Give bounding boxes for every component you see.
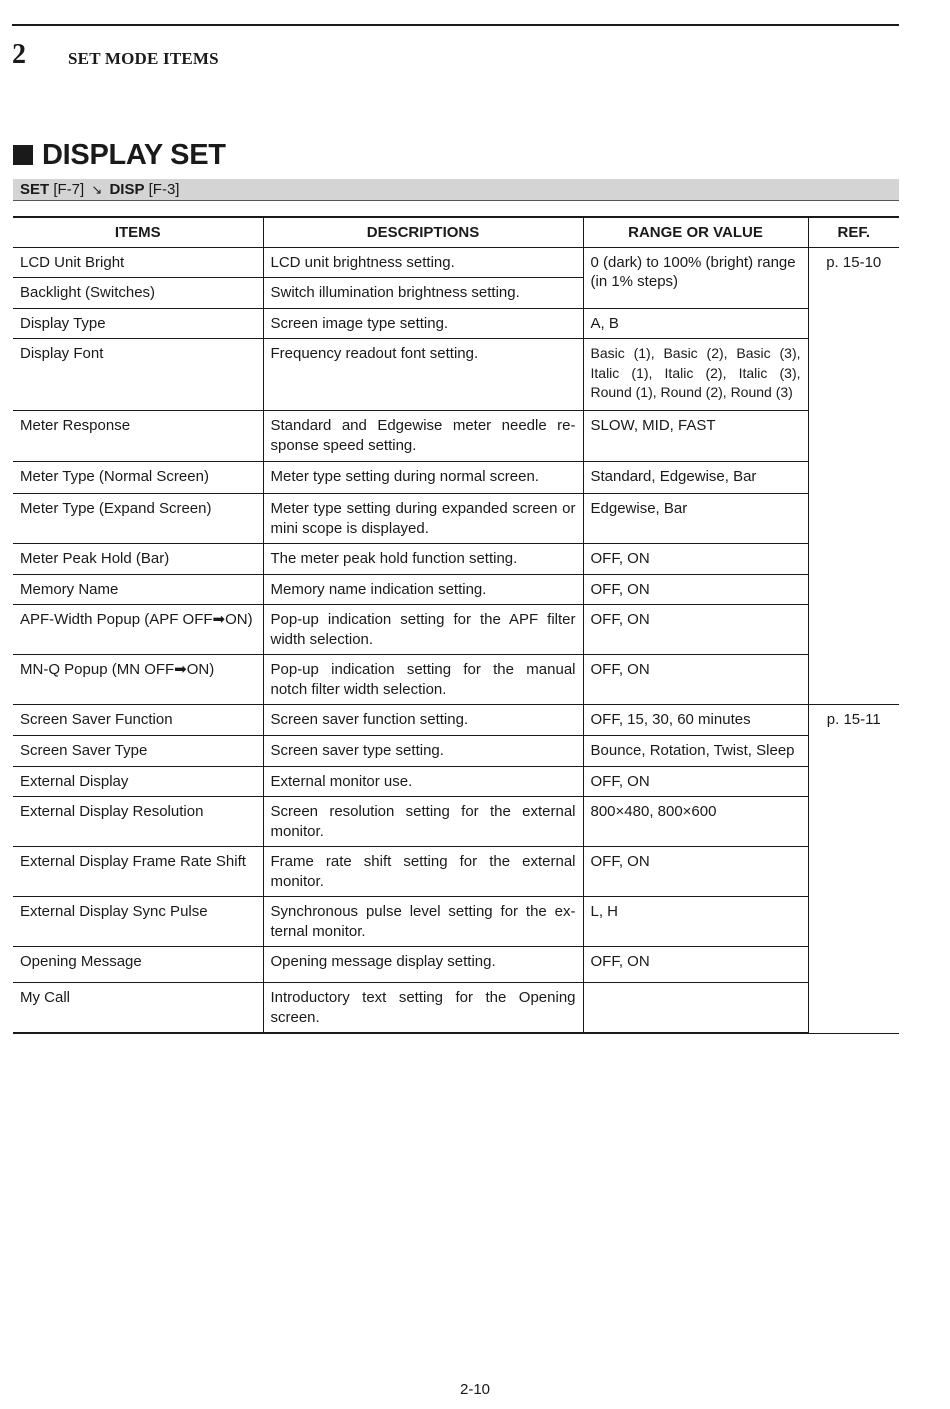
table-row — [13, 494, 899, 544]
top-rule — [12, 24, 899, 26]
table-row — [13, 897, 899, 947]
path-set-key: [F-7] — [53, 181, 85, 198]
range-cell: A, B — [583, 308, 808, 339]
item-cell: My Call — [13, 983, 263, 1034]
item-cell: Meter Response — [13, 411, 263, 462]
description-cell: Synchronous pulse level setting for the ex-ternal monitor. — [263, 897, 583, 947]
section-heading — [13, 138, 226, 172]
table-row — [13, 655, 899, 705]
header-descriptions: DESCRIPTIONS — [263, 217, 583, 247]
description-cell: Introductory text setting for the Opening screen. — [263, 983, 583, 1034]
description-cell: Switch illumination brightness setting. — [263, 278, 583, 309]
menu-path-bar — [13, 179, 899, 201]
description-cell: Frame rate shift setting for the external monitor. — [263, 847, 583, 897]
item-cell: External Display — [13, 766, 263, 797]
description-cell: Screen saver function setting. — [263, 705, 583, 736]
description-cell: Pop-up indication setting for the manual notch filter width selection. — [263, 655, 583, 705]
path-disp-label: DISP — [109, 181, 145, 198]
chapter-title: SET MODE ITEMS — [68, 49, 219, 68]
table-row — [13, 766, 899, 797]
path-set-label: SET — [20, 181, 50, 198]
path-disp-key: [F-3] — [148, 181, 180, 198]
description-cell: Screen saver type setting. — [263, 735, 583, 766]
description-cell: Standard and Edgewise meter needle re-sponse speed setting. — [263, 411, 583, 462]
item-cell: External Display Frame Rate Shift — [13, 847, 263, 897]
item-cell: Display Type — [13, 308, 263, 339]
range-cell: OFF, ON — [583, 766, 808, 797]
table-row — [13, 544, 899, 575]
description-cell: Screen resolution setting for the external monitor. — [263, 797, 583, 847]
item-cell: APF-Width Popup (APF OFF➡ON) — [13, 605, 263, 655]
chapter-number: 2 — [12, 39, 26, 70]
range-cell — [583, 983, 808, 1034]
square-bullet-icon — [13, 145, 33, 165]
range-cell: L, H — [583, 897, 808, 947]
section-title: DISPLAY SET — [42, 139, 226, 171]
display-set-table — [13, 216, 899, 1034]
table-row — [13, 735, 899, 766]
item-cell: Meter Type (Normal Screen) — [13, 462, 263, 494]
item-cell: External Display Sync Pulse — [13, 897, 263, 947]
description-cell: Pop-up indication setting for the APF filter width selection. — [263, 605, 583, 655]
description-cell: Meter type setting during normal screen. — [263, 462, 583, 494]
display-set-table-wrap — [13, 216, 899, 1034]
range-cell: OFF, 15, 30, 60 minutes — [583, 705, 808, 736]
range-cell: OFF, ON — [583, 605, 808, 655]
table-row — [13, 947, 899, 983]
table-row — [13, 705, 899, 736]
description-cell: External monitor use. — [263, 766, 583, 797]
range-cell: 800×480, 800×600 — [583, 797, 808, 847]
item-cell: Screen Saver Function — [13, 705, 263, 736]
table-row — [13, 308, 899, 339]
description-cell: The meter peak hold function setting. — [263, 544, 583, 575]
description-cell: Meter type setting during expanded screen or mini scope is displayed. — [263, 494, 583, 544]
range-cell: OFF, ON — [583, 847, 808, 897]
ref-cell: p. 15-10 — [808, 247, 899, 705]
path-arrow-icon: ↘ — [91, 182, 103, 197]
range-cell: OFF, ON — [583, 544, 808, 575]
table-row — [13, 797, 899, 847]
table-row — [13, 574, 899, 605]
ref-cell: p. 15-11 — [808, 705, 899, 1034]
table-row — [13, 411, 899, 462]
item-cell: Opening Message — [13, 947, 263, 983]
description-cell: LCD unit brightness setting. — [263, 247, 583, 278]
table-row — [13, 847, 899, 897]
table-row — [13, 983, 899, 1034]
item-cell: Screen Saver Type — [13, 735, 263, 766]
item-cell: Meter Peak Hold (Bar) — [13, 544, 263, 575]
description-cell: Frequency readout font setting. — [263, 339, 583, 411]
item-cell: External Display Resolution — [13, 797, 263, 847]
description-cell: Opening message display setting. — [263, 947, 583, 983]
table-header-row — [13, 217, 899, 247]
range-cell: Basic (1), Basic (2), Basic (3), Italic (1), Italic (2), Italic (3), Round (1), Round (2), Round (3) — [583, 339, 808, 411]
table-row — [13, 247, 899, 278]
range-cell: Standard, Edgewise, Bar — [583, 462, 808, 494]
range-cell: OFF, ON — [583, 947, 808, 983]
range-cell: OFF, ON — [583, 574, 808, 605]
header-ref: REF. — [808, 217, 899, 247]
item-cell: MN-Q Popup (MN OFF➡ON) — [13, 655, 263, 705]
range-cell: OFF, ON — [583, 655, 808, 705]
description-cell: Memory name indication setting. — [263, 574, 583, 605]
item-cell: Display Font — [13, 339, 263, 411]
header-items: ITEMS — [13, 217, 263, 247]
range-cell: Bounce, Rotation, Twist, Sleep — [583, 735, 808, 766]
table-row — [13, 339, 899, 411]
item-cell: Meter Type (Expand Screen) — [13, 494, 263, 544]
range-cell: Edgewise, Bar — [583, 494, 808, 544]
description-cell: Screen image type setting. — [263, 308, 583, 339]
item-cell: Backlight (Switches) — [13, 278, 263, 309]
table-row — [13, 462, 899, 494]
table-row — [13, 605, 899, 655]
header-range: RANGE OR VALUE — [583, 217, 808, 247]
item-cell: Memory Name — [13, 574, 263, 605]
item-cell: LCD Unit Bright — [13, 247, 263, 278]
range-cell: 0 (dark) to 100% (bright) range (in 1% steps) — [583, 247, 808, 308]
range-cell: SLOW, MID, FAST — [583, 411, 808, 462]
page-number: 2-10 — [459, 1381, 491, 1398]
